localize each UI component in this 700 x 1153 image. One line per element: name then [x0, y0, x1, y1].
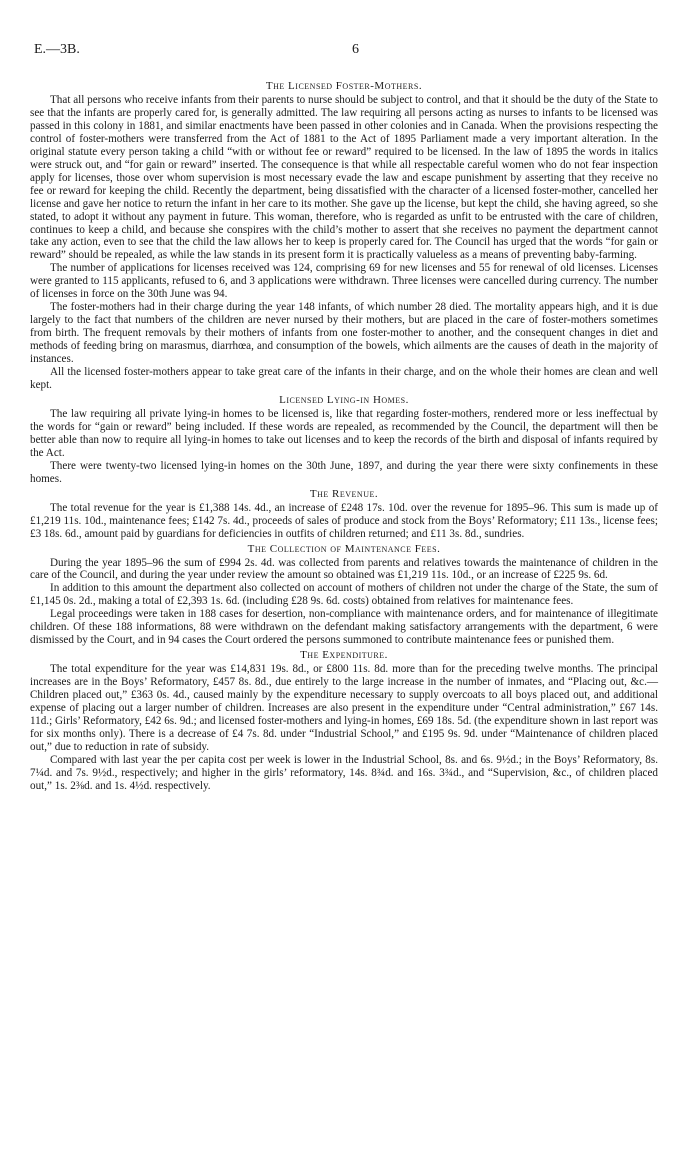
paragraph: All the licensed foster-mothers appear to take great care of the infants in their charge, and on the whole their homes are clean and well kept. — [30, 366, 658, 391]
paragraph: The foster-mothers had in their charge during the year 148 infants, of which number 28 died. The mortality appears high, and it is due largely to the fact that numbers of the children are never nursed by their mothers, but are placed in the care of foster-mothers sometimes from birth. The frequent removals by their mothers of infants from one foster-mother to another, and the consequent changes in diet and methods of feeding bring on marasmus, diarrhœa, and consumption of the bowels, which ailments are the causes of death in the majority of instances. — [30, 301, 658, 366]
paragraph: The number of applications for licenses received was 124, comprising 69 for new licenses and 55 for renewal of old licenses. Licenses were granted to 115 applicants, refused to 6, and 3 applications were withdrawn. Three licenses were cancelled during currency. The number of licenses in force on the 30th June was 94. — [30, 262, 658, 301]
page-number: 6 — [352, 42, 359, 57]
section-heading: Licensed Lying-in Homes. — [279, 393, 409, 406]
paragraph: That all persons who receive infants from their parents to nurse should be subject to control, and that it should be the duty of the State to see that the infants are properly cared for, is generally admitted. The law requiring all persons acting as nurses to infants to be licensed was passed in this colony in 1881, and similar enactments have been passed in other colonies and in Canada. When the provisions respecting the control of foster-mothers were transferred from the Act of 1881 to the Act of 1895 Parliament made a very important alteration. In the original statute every person taking a child “with or without fee or reward” required to be licensed. In the law of 1895 the words in italics were struck out, and “for gain or reward” inserted. The consequence is that while all respectable careful women who do not fear inspection apply for licenses, those over whom supervision is most necessary evade the law and escape punishment by asserting that they receive no fee or reward for keeping the child. Recently the department, being dissatisfied with the character of a licensed foster-mother, cancelled her license and gave her notice to return the infant in her care to its mother. She gave up the license, but kept the child, she having agreed, so she stated, to adopt it without any payment in future. This woman, therefore, who is regarded as unfit to be entrusted with the care of children, continues to keep a child, and because she conspires with the child’s mother to assert that she receives no payment the department cannot take any action, even to see that the child the law allows her to keep is properly cared for. The Council has urged that the words “for gain or reward” should be repealed, as while the law stands in its present form it is practically valueless as a means of preventing baby-farming. — [30, 94, 658, 262]
section-licensed-foster-mothers — [30, 80, 658, 392]
paragraph: There were twenty-two licensed lying-in homes on the 30th June, 1897, and during the year there were sixty confinements in these homes. — [30, 459, 658, 485]
page-body — [30, 80, 658, 793]
paragraph: During the year 1895–96 the sum of £994 2s. 4d. was collected from parents and relatives towards the maintenance of children in the care of the Council, and during the year under review the amount so obtained was £1,219 11s. 10d., or an increase of £225 9s. 6d. — [30, 556, 658, 582]
paragraph: The law requiring all private lying-in homes to be licensed is, like that regarding foster-mothers, rendered more or less ineffectual by the words for “gain or reward” being included. If these words are repealed, as recommended by the Council, the department will then be better able than now to require all lying-in homes to take out licenses and to keep the records of the birth and disposal of infants required by the Act. — [30, 407, 658, 459]
section-revenue — [30, 488, 658, 541]
paragraph: In addition to this amount the department also collected on account of mothers of children not under the charge of the State, the sum of £1,145 0s. 2d., making a total of £2,393 1s. 6d. (including £28 9s. 6d. costs) obtained from relatives for maintenance fees. — [30, 582, 658, 608]
section-licensed-lying-in-homes — [30, 394, 658, 486]
paragraph: The total revenue for the year is £1,388 14s. 4d., an increase of £248 17s. 10d. over the revenue for 1895–96. This sum is made up of £1,219 11s. 10d., maintenance fees; £142 7s. 4d., proceeds of sales of produce and stock from the Boys’ Reformatory; £11 13s., license fees; £3 18s. 6d., amount paid by guardians for deficiencies in outfits of children returned; and £11 3s. 8d., sundries. — [30, 501, 658, 540]
document-reference: E.—3B. — [34, 42, 80, 57]
paragraph: The total expenditure for the year was £14,831 19s. 8d., or £800 11s. 8d. more than for the preceding twelve months. The principal increases are in the Boys’ Reformatory, £457 8s. 8d., due entirely to the large increase in the number of inmates, and “Placing out, &c.—Children placed out,” £363 0s. 4d., caused mainly by the expenditure necessary to supply overcoats to all boys placed out, and additional expense of placing out a larger number of children. Increases are also present in the expenditure under “Central administration,” £67 14s. 11d.; Girls’ Reformatory, £42 6s. 9d.; and licensed foster-mothers and lying-in homes, £69 18s. 5d. (the expenditure shown in last report was for six months only). There is a decrease of £4 7s. 8d. under “Industrial School,” and £195 9s. 9d. under “Maintenance of children placed out,” due to reduction in rate of subsidy. — [30, 663, 658, 753]
section-heading: The Licensed Foster-Mothers. — [265, 80, 423, 92]
paragraph: Legal proceedings were taken in 188 cases for desertion, non-compliance with maintenance orders, and for maintenance of illegitimate children. Of these 188 informations, 88 were withdrawn on the defendant making satisfactory arrangements with the department, 6 were dismissed by the Court, and in 94 cases the Court ordered the persons summoned to contribute maintenance fees or punished them. — [30, 608, 658, 647]
section-heading: The Expenditure. — [300, 649, 388, 662]
page-header — [30, 42, 670, 60]
section-heading: The Revenue. — [309, 487, 379, 500]
section-heading: The Collection of Maintenance Fees. — [247, 542, 441, 555]
paragraph: Compared with last year the per capita cost per week is lower in the Industrial School, 8s. and 6s. 9½d.; in the Boys’ Reformatory, 8s. 7¼d. and 7s. 9½d., respectively; and higher in the girls’ reformatory, 14s. 8¾d. and 16s. 3¾d., and “Supervision, &c., of children placed out,” 1s. 2⅜d. and 1s. 4½d. respectively. — [30, 753, 658, 792]
section-collection-of-maintenance-fees — [30, 543, 658, 648]
section-expenditure — [30, 649, 658, 793]
